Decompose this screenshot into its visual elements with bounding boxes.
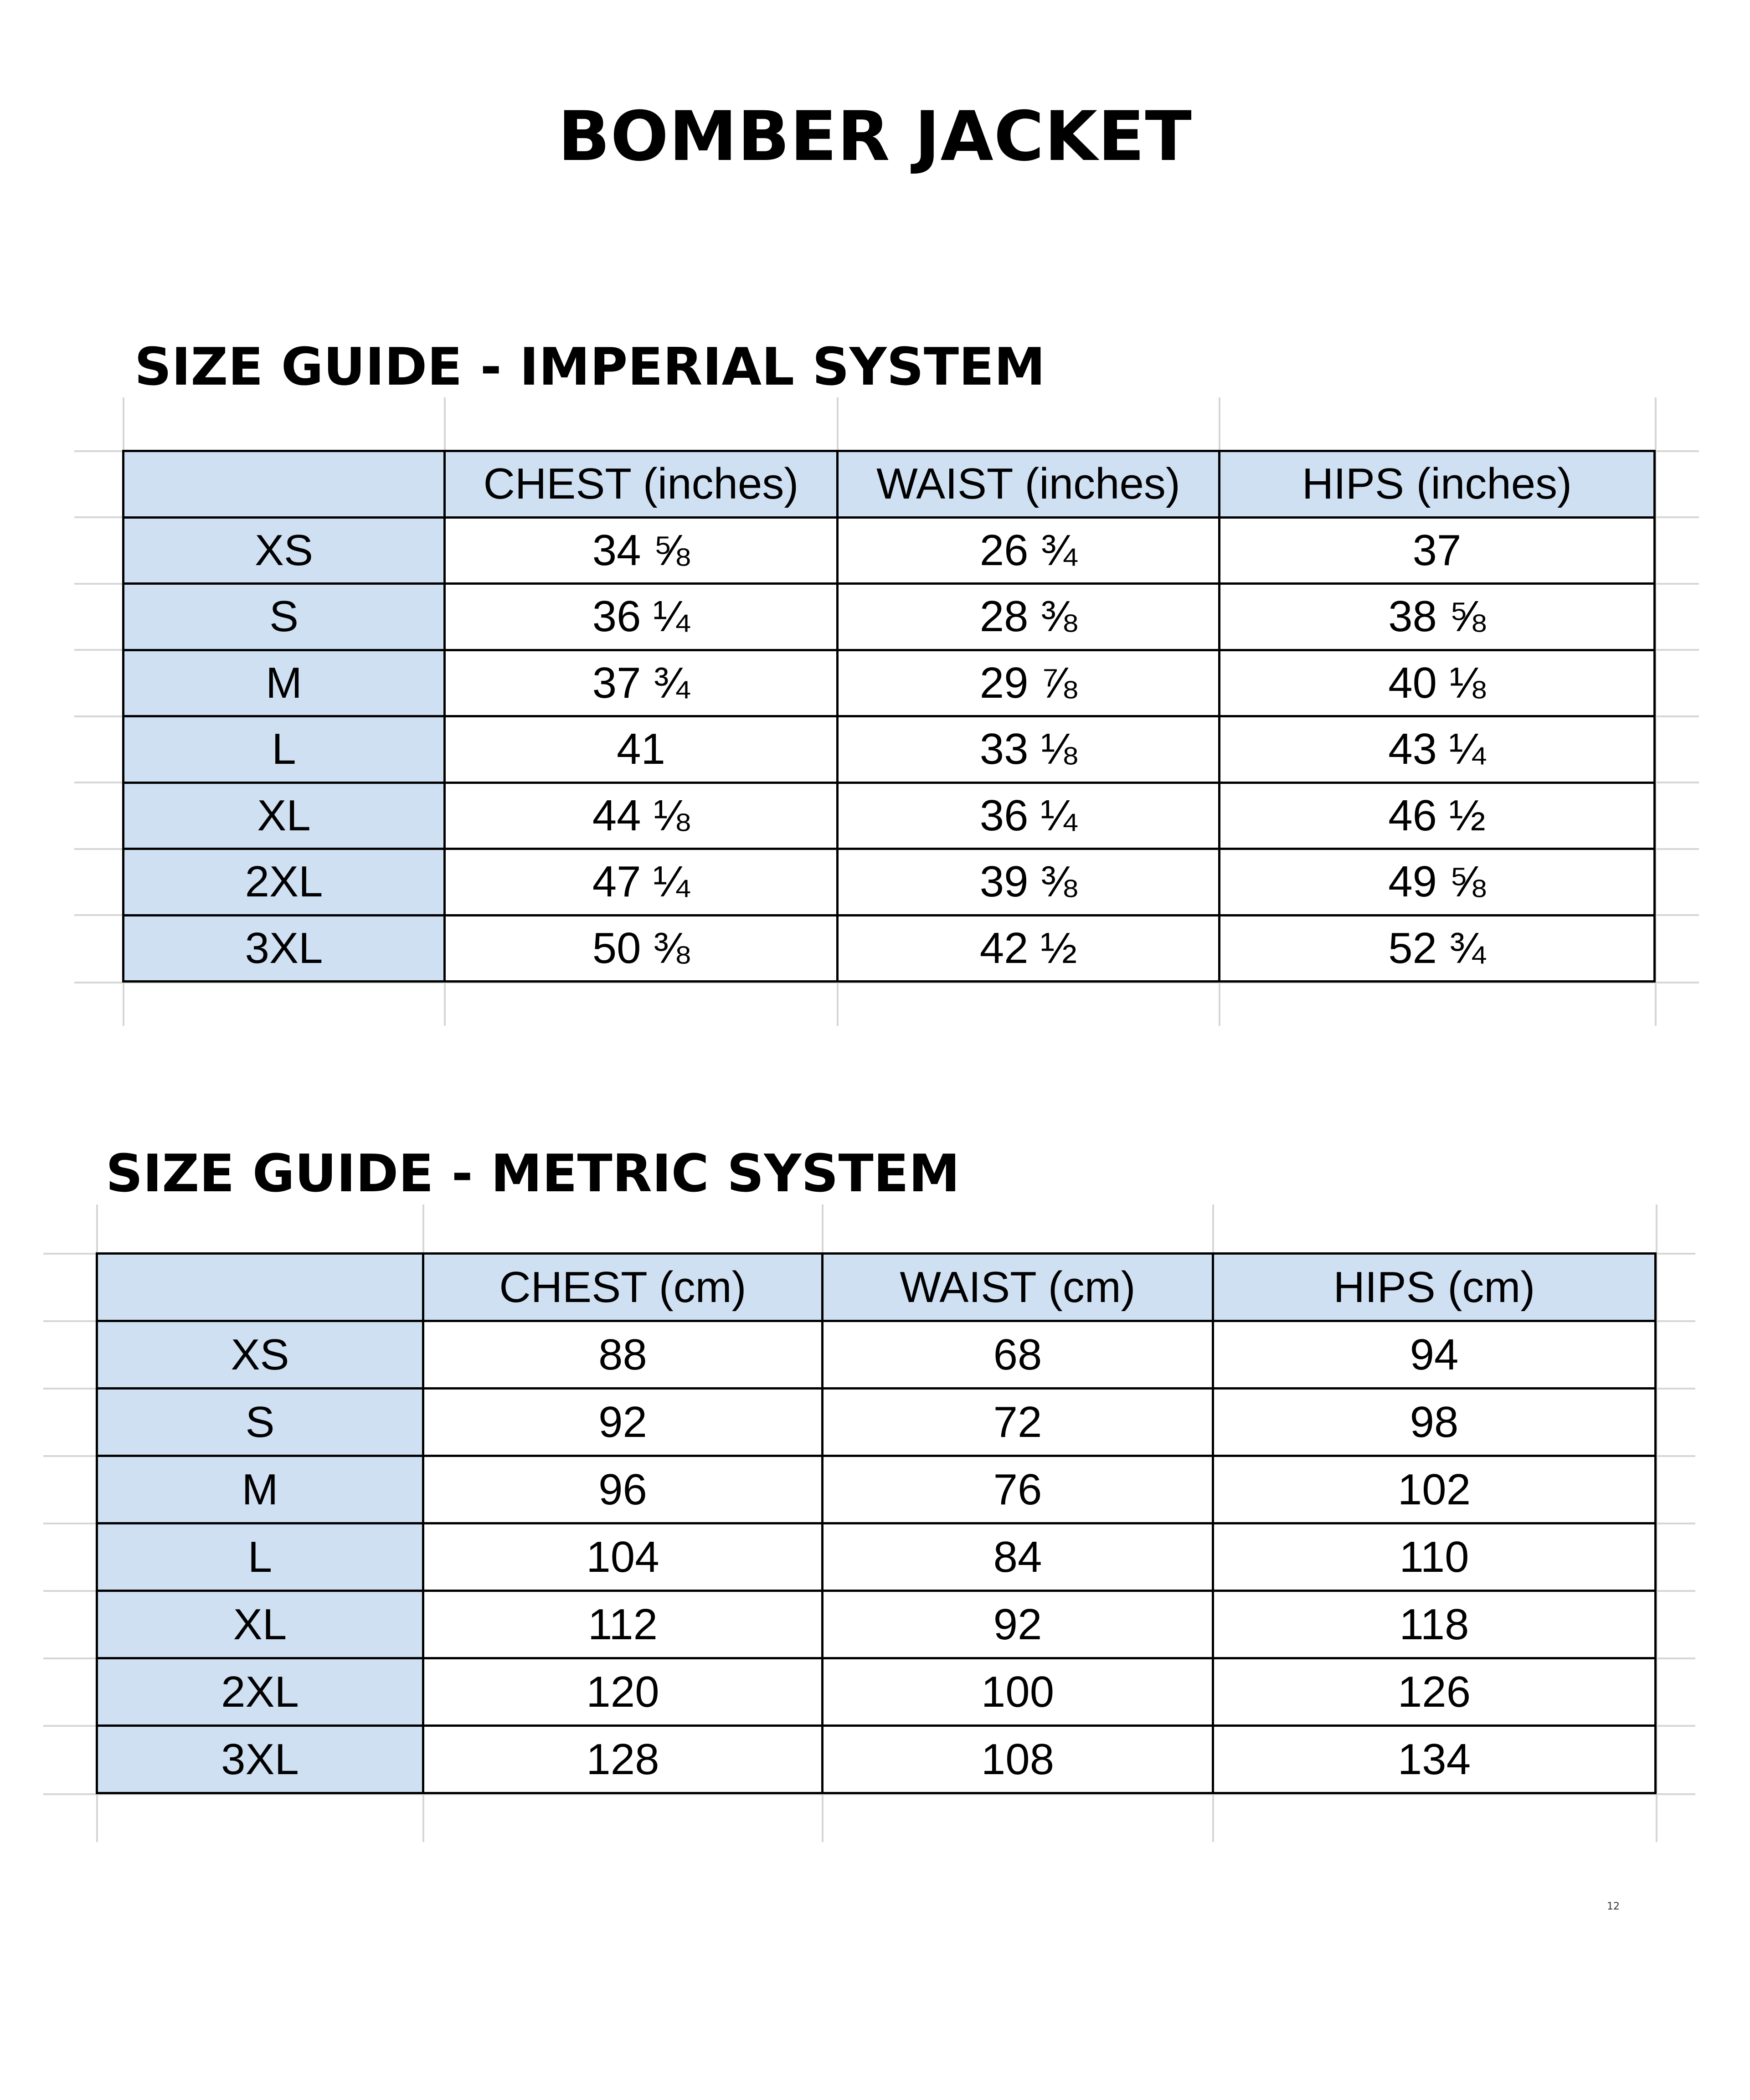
corner-header-cell bbox=[97, 1254, 423, 1321]
size-label: L bbox=[97, 1524, 423, 1591]
table-row bbox=[97, 1658, 1656, 1726]
size-label: 3XL bbox=[124, 915, 445, 982]
chest-header: CHEST (cm) bbox=[423, 1254, 823, 1321]
table-row bbox=[124, 716, 1655, 783]
hips-header: HIPS (cm) bbox=[1213, 1254, 1656, 1321]
hips-value: 43 ¼ bbox=[1220, 716, 1655, 783]
metric-size-table bbox=[96, 1252, 1657, 1794]
chest-value: 88 bbox=[423, 1321, 823, 1389]
size-label: S bbox=[124, 584, 445, 650]
chest-value: 36 ¼ bbox=[445, 584, 838, 650]
hips-value: 46 ½ bbox=[1220, 782, 1655, 849]
hips-value: 110 bbox=[1213, 1524, 1656, 1591]
waist-value: 68 bbox=[823, 1321, 1213, 1389]
waist-value: 100 bbox=[823, 1658, 1213, 1726]
waist-value: 28 ⅜ bbox=[838, 584, 1220, 650]
waist-value: 33 ⅛ bbox=[838, 716, 1220, 783]
waist-value: 108 bbox=[823, 1726, 1213, 1793]
hips-value: 49 ⅝ bbox=[1220, 849, 1655, 916]
size-label: 2XL bbox=[97, 1658, 423, 1726]
hips-value: 52 ¾ bbox=[1220, 915, 1655, 982]
waist-value: 42 ½ bbox=[838, 915, 1220, 982]
corner-header-cell bbox=[124, 451, 445, 518]
hips-value: 40 ⅛ bbox=[1220, 650, 1655, 716]
page-number: 12 bbox=[1607, 1901, 1620, 1912]
waist-value: 39 ⅜ bbox=[838, 849, 1220, 916]
table-row bbox=[124, 584, 1655, 650]
size-label: XL bbox=[97, 1591, 423, 1658]
chest-value: 44 ⅛ bbox=[445, 782, 838, 849]
size-label: XS bbox=[97, 1321, 423, 1389]
chest-value: 92 bbox=[423, 1389, 823, 1456]
chest-value: 37 ¾ bbox=[445, 650, 838, 716]
waist-header: WAIST (inches) bbox=[838, 451, 1220, 518]
table-row bbox=[97, 1726, 1656, 1793]
document-title: BOMBER JACKET bbox=[558, 97, 1192, 176]
waist-value: 26 ¾ bbox=[838, 517, 1220, 584]
table-row bbox=[97, 1389, 1656, 1456]
hips-value: 37 bbox=[1220, 517, 1655, 584]
waist-value: 76 bbox=[823, 1456, 1213, 1524]
chest-value: 120 bbox=[423, 1658, 823, 1726]
hips-header: HIPS (inches) bbox=[1220, 451, 1655, 518]
table-row bbox=[97, 1524, 1656, 1591]
hips-value: 102 bbox=[1213, 1456, 1656, 1524]
imperial-size-table bbox=[122, 450, 1656, 983]
chest-value: 50 ⅜ bbox=[445, 915, 838, 982]
waist-value: 36 ¼ bbox=[838, 782, 1220, 849]
hips-value: 118 bbox=[1213, 1591, 1656, 1658]
table-row bbox=[97, 1456, 1656, 1524]
chest-value: 112 bbox=[423, 1591, 823, 1658]
hips-value: 126 bbox=[1213, 1658, 1656, 1726]
chest-value: 47 ¼ bbox=[445, 849, 838, 916]
chest-value: 41 bbox=[445, 716, 838, 783]
size-label: 2XL bbox=[124, 849, 445, 916]
waist-value: 29 ⅞ bbox=[838, 650, 1220, 716]
waist-value: 92 bbox=[823, 1591, 1213, 1658]
chest-value: 104 bbox=[423, 1524, 823, 1591]
table-row bbox=[124, 517, 1655, 584]
waist-header: WAIST (cm) bbox=[823, 1254, 1213, 1321]
table-header-row bbox=[124, 451, 1655, 518]
hips-value: 94 bbox=[1213, 1321, 1656, 1389]
table-row bbox=[97, 1321, 1656, 1389]
size-label: M bbox=[124, 650, 445, 716]
size-label: XS bbox=[124, 517, 445, 584]
imperial-heading: SIZE GUIDE - IMPERIAL SYSTEM bbox=[134, 337, 1045, 397]
waist-value: 72 bbox=[823, 1389, 1213, 1456]
table-row bbox=[124, 650, 1655, 716]
table-row bbox=[124, 915, 1655, 982]
table-row bbox=[97, 1591, 1656, 1658]
size-label: M bbox=[97, 1456, 423, 1524]
hips-value: 98 bbox=[1213, 1389, 1656, 1456]
waist-value: 84 bbox=[823, 1524, 1213, 1591]
table-header-row bbox=[97, 1254, 1656, 1321]
hips-value: 38 ⅝ bbox=[1220, 584, 1655, 650]
chest-value: 96 bbox=[423, 1456, 823, 1524]
size-label: S bbox=[97, 1389, 423, 1456]
table-row bbox=[124, 782, 1655, 849]
size-label: L bbox=[124, 716, 445, 783]
hips-value: 134 bbox=[1213, 1726, 1656, 1793]
metric-heading: SIZE GUIDE - METRIC SYSTEM bbox=[106, 1143, 960, 1204]
table-row bbox=[124, 849, 1655, 916]
size-label: XL bbox=[124, 782, 445, 849]
chest-value: 34 ⅝ bbox=[445, 517, 838, 584]
chest-header: CHEST (inches) bbox=[445, 451, 838, 518]
chest-value: 128 bbox=[423, 1726, 823, 1793]
size-label: 3XL bbox=[97, 1726, 423, 1793]
